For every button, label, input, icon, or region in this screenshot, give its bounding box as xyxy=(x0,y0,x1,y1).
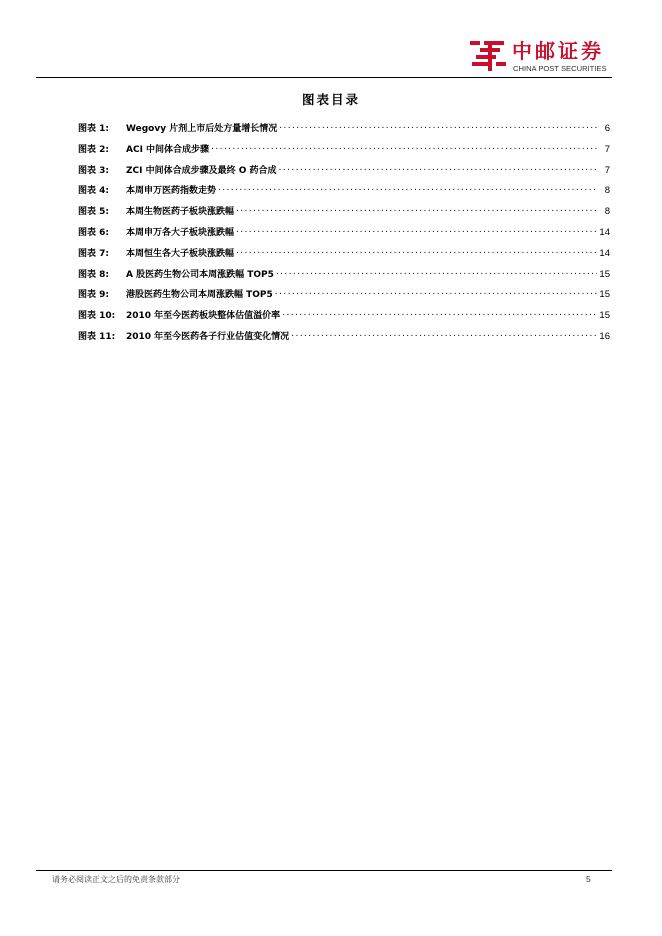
toc-entry-page[interactable]: 14 xyxy=(599,247,610,259)
disclaimer-note: 请务必阅读正文之后的免责条款部分 xyxy=(52,875,180,884)
toc-entry[interactable] xyxy=(78,246,610,267)
toc-entry-page[interactable]: 7 xyxy=(604,143,610,155)
toc-entry-label: 图表 2: xyxy=(78,144,109,155)
toc-entry-title[interactable]: 本周恒生各大子板块涨跌幅 xyxy=(126,248,235,259)
toc-entry-title[interactable]: 本周申万各大子板块涨跌幅 xyxy=(126,227,235,238)
toc-entry-page[interactable]: 14 xyxy=(599,226,610,238)
company-logo xyxy=(470,39,612,75)
toc-entry-label: 图表 6: xyxy=(78,227,109,238)
china-post-logo-icon xyxy=(470,39,506,73)
header-divider xyxy=(36,77,612,78)
toc-entry-page[interactable]: 15 xyxy=(599,289,610,301)
toc-entry[interactable] xyxy=(78,204,610,225)
toc-entry-title[interactable]: A 股医药生物公司本周涨跌幅 TOP5 xyxy=(126,269,274,280)
toc-entry-title[interactable]: 本周生物医药子板块涨跌幅 xyxy=(126,207,235,218)
toc-dot-leader xyxy=(291,329,597,339)
toc-entry[interactable] xyxy=(78,267,610,288)
toc-entry-label: 图表 3: xyxy=(78,165,109,176)
toc-entry-label: 图表 1: xyxy=(78,124,109,134)
logo-chinese-name: 中邮证券 xyxy=(512,39,604,63)
toc-entry[interactable] xyxy=(78,308,610,329)
toc-entry-title[interactable]: 本周申万医药指数走势 xyxy=(126,186,217,197)
toc-dot-leader xyxy=(236,204,598,214)
toc-entry-page[interactable]: 6 xyxy=(604,123,610,134)
toc-entry-title[interactable]: Wegovy 片剂上市后处方量增长情况 xyxy=(126,124,278,134)
toc-entry-label: 图表 7: xyxy=(78,248,109,259)
page-number: 5 xyxy=(586,874,591,884)
toc-dot-leader xyxy=(236,225,597,235)
toc-entry-page[interactable]: 15 xyxy=(599,268,610,280)
toc-entry-label: 图表 4: xyxy=(78,186,109,197)
toc-entry-title[interactable]: 2010 年至今医药板块整体估值溢价率 xyxy=(126,311,281,322)
toc-entry[interactable] xyxy=(78,183,610,204)
toc-dot-leader xyxy=(275,287,598,297)
toc-entry-page[interactable]: 8 xyxy=(604,185,610,197)
toc-dot-leader xyxy=(276,267,598,277)
toc-entry-page[interactable]: 8 xyxy=(604,206,610,218)
toc-entry[interactable] xyxy=(78,329,610,350)
toc-entry[interactable] xyxy=(78,287,610,308)
logo-english-name: CHINA POST SECURITIES xyxy=(513,64,607,73)
toc-entry-label: 图表 10: xyxy=(78,311,116,322)
toc-dot-leader xyxy=(279,121,598,131)
toc-entry-label: 图表 9: xyxy=(78,290,109,301)
toc-entry[interactable] xyxy=(78,163,610,184)
toc-entry-page[interactable]: 15 xyxy=(599,310,610,322)
toc-entry-label: 图表 8: xyxy=(78,269,109,280)
toc-entry-label: 图表 5: xyxy=(78,207,109,218)
toc-entry-page[interactable]: 16 xyxy=(599,330,610,342)
toc-entry-title[interactable]: ACI 中间体合成步骤 xyxy=(126,144,210,155)
toc-entry-label: 图表 11: xyxy=(78,331,116,342)
toc-dot-leader xyxy=(211,142,598,152)
toc-title: 图表目录 xyxy=(301,92,360,107)
toc-entry-title[interactable]: 港股医药生物公司本周涨跌幅 TOP5 xyxy=(126,290,273,301)
toc-entry-title[interactable]: ZCI 中间体合成步骤及最终 O 药合成 xyxy=(126,165,277,176)
toc-dot-leader xyxy=(236,246,597,256)
figure-table-of-contents xyxy=(78,121,610,350)
toc-entry-title[interactable]: 2010 年至今医药各子行业估值变化情况 xyxy=(126,331,290,342)
toc-entry[interactable] xyxy=(78,225,610,246)
footer-divider xyxy=(36,870,612,871)
toc-entry[interactable] xyxy=(78,121,610,142)
toc-entry[interactable] xyxy=(78,142,610,163)
toc-dot-leader xyxy=(279,163,598,173)
toc-dot-leader xyxy=(282,308,597,318)
toc-entry-page[interactable]: 7 xyxy=(604,164,610,176)
toc-dot-leader xyxy=(218,183,598,193)
